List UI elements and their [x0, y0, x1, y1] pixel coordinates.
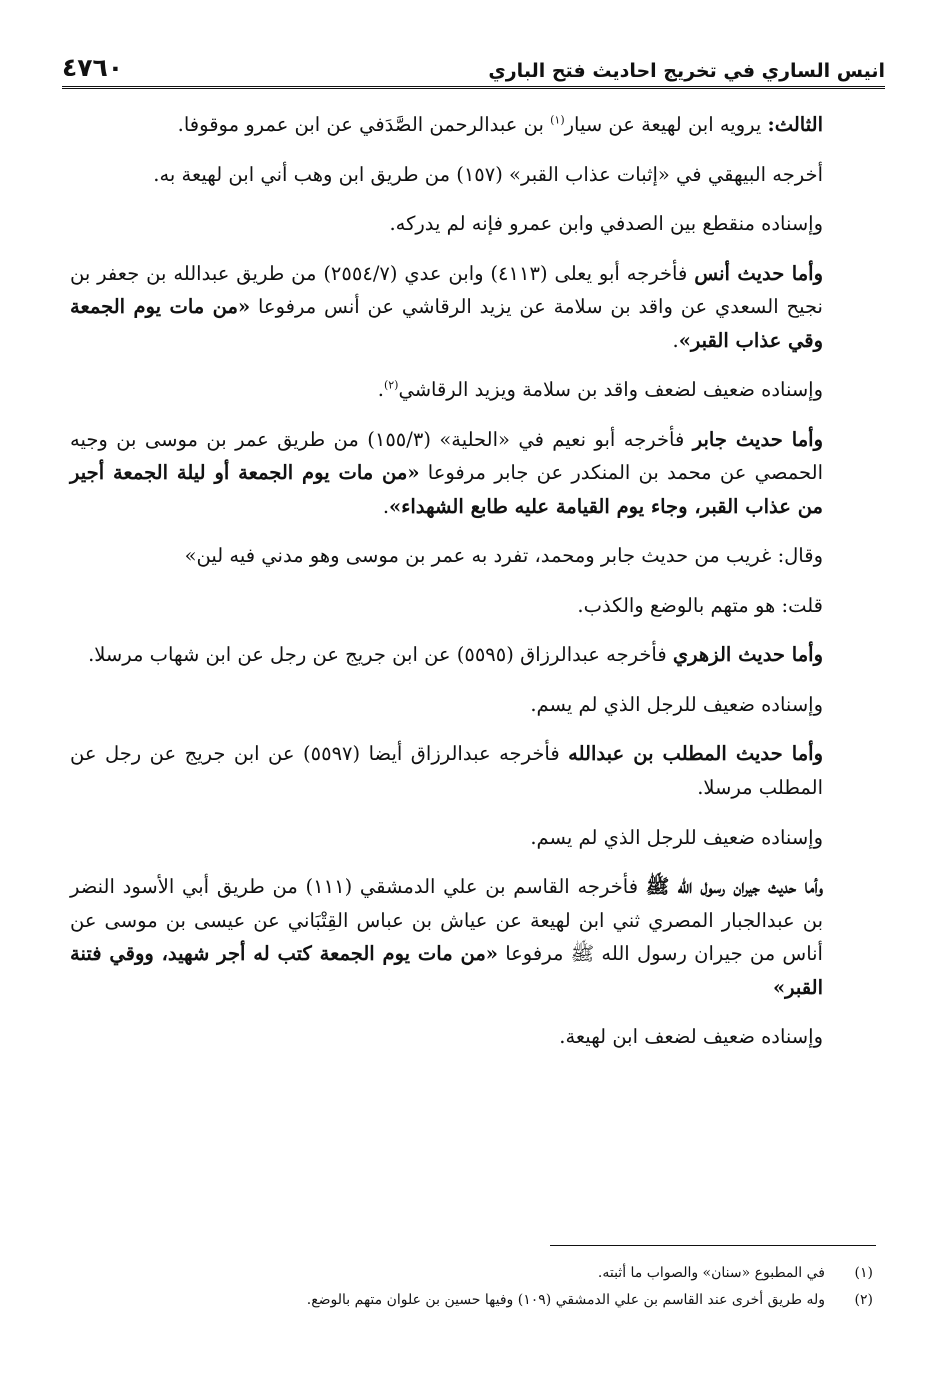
paragraph — [70, 638, 877, 672]
text-run: . — [377, 378, 384, 402]
bold-text: الثالث: — [767, 113, 823, 136]
paragraph — [70, 1020, 877, 1054]
text-run: قلت: هو متهم بالوضع والكذب. — [577, 593, 823, 617]
page-header — [62, 40, 885, 89]
text-run: وإسناده ضعيف لضعف واقد بن سلامة ويزيد الرقاشي — [398, 378, 823, 402]
text-run: . — [382, 494, 390, 518]
paragraph — [70, 108, 877, 142]
text-run: وإسناده ضعيف لضعف ابن لهيعة. — [559, 1025, 823, 1049]
text-run: وإسناده منقطع بين الصدفي وابن عمرو فإنه لم يدركه. — [389, 212, 823, 236]
text-run: أخرجه البيهقي في «إثبات عذاب القبر» (١٥٧) من طريق ابن وهب أني ابن لهيعة به. — [153, 162, 823, 186]
text-run: . — [672, 328, 679, 352]
text-run: يرويه ابن لهيعة عن سيار — [564, 113, 768, 136]
footnotes — [70, 1260, 877, 1313]
paragraph — [70, 158, 877, 192]
paragraph — [70, 539, 877, 573]
paragraph — [70, 423, 877, 524]
running-title: انيس الساري في تخريج احاديث فتح الباري — [488, 60, 885, 82]
footnote-mark: (٢) — [854, 1291, 873, 1308]
paragraph — [70, 821, 877, 855]
footnote-text: في المطبوع «سنان» والصواب ما أثبته. — [597, 1265, 825, 1281]
footnote — [70, 1287, 877, 1314]
text-run: فأخرجه القاسم بن علي الدمشقي (١١١) من طريق أبي الأسود النضر بن عبدالجبار المصري ثني ابن لهيعة عن عياش بن عباس القِتْبَاني عن عيسى بن موسى عن أناس من جيران رسول الله ﷺ مرفوعا — [70, 875, 823, 966]
text-run: فأخرجه أبو نعيم في «الحلية» (١٥٥/٣) من طريق عمر بن موسى بن وجيه الحمصي عن محمد بن المنكدر عن جابر مرفوعا — [70, 427, 823, 485]
text-run: وقال: غريب من حديث جابر ومحمد، تفرد به عمر بن موسى وهو مدني فيه لين» — [184, 544, 823, 568]
paragraph — [70, 207, 877, 241]
footnote-divider — [550, 1245, 876, 1246]
text-run: وإسناده ضعيف للرجل الذي لم يسم. — [530, 692, 823, 716]
text-run: بن عبدالرحمن الصَّدَفي عن ابن عمرو موقوفا. — [177, 113, 551, 136]
paragraph — [70, 257, 877, 358]
bold-text: وأما حديث الزهري — [672, 643, 823, 667]
page-number: ٤٧٦٠ — [62, 53, 124, 82]
page-body — [70, 108, 877, 1070]
footnote-ref: (٢) — [383, 378, 399, 392]
footnote — [70, 1260, 877, 1287]
text-run: فأخرجه أبو يعلى (٤١١٣) وابن عدي (٢٥٥٤/٧) من طريق عبدالله بن جعفر بن نجيح السعدي عن واقد بن سلامة عن يزيد الرقاشي عن أنس مرفوعا — [70, 261, 823, 319]
text-run: فأخرجه عبدالرزاق أيضا (٥٥٩٧) عن ابن جريج عن رجل عن المطلب مرسلا. — [70, 742, 823, 799]
paragraph — [70, 870, 877, 1004]
footnote-ref: (١) — [550, 113, 565, 127]
paragraph — [70, 737, 877, 804]
bold-text: وأما حديث أنس — [694, 261, 823, 285]
paragraph — [70, 589, 877, 623]
paragraph — [70, 688, 877, 722]
paragraph — [70, 373, 877, 407]
bold-text: «من مات يوم الجمعة كتب له أجر شهيد، ووقي فتنة القبر» — [70, 942, 823, 999]
footnote-text: وله طريق أخرى عند القاسم بن علي الدمشقي (١٠٩) وفيها حسين بن علوان متهم بالوضع. — [306, 1291, 825, 1308]
text-run: وإسناده ضعيف للرجل الذي لم يسم. — [530, 825, 823, 849]
bold-text: «من مات يوم الجمعة أو ليلة الجمعة أجير من عذاب القبر، وجاء يوم القيامة عليه طابع الشهداء» — [70, 461, 823, 518]
bold-text: وأما حديث جابر — [692, 427, 823, 451]
bold-text: وأما حديث المطلب بن عبدالله — [568, 742, 823, 766]
footnote-mark: (١) — [854, 1265, 873, 1281]
bold-text: وأما حديث جيران رسول الله ﷺ — [645, 875, 823, 899]
text-run: فأخرجه عبدالرزاق (٥٥٩٥) عن ابن جريج عن رجل عن ابن شهاب مرسلا. — [88, 643, 673, 667]
bold-text: «من مات يوم الجمعة وقي عذاب القبر» — [70, 295, 823, 352]
